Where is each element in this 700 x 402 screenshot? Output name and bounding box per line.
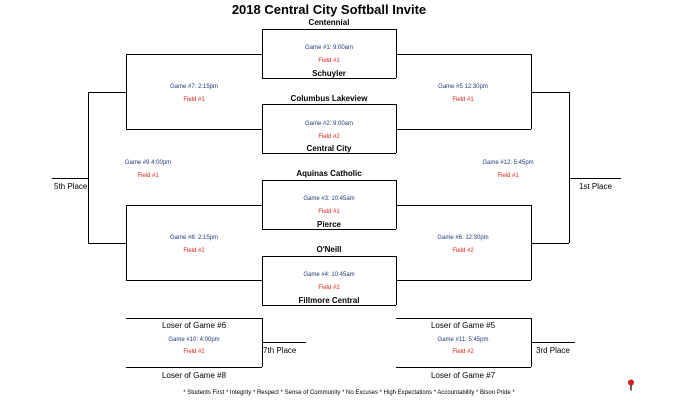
game-7-connector [126,54,127,129]
third-place-label: 3rd Place [536,346,570,355]
fifth-place-line [52,178,88,179]
game-9-connector [88,92,89,243]
game-12-field: Field #1 [497,173,519,179]
game-8-top-line [126,205,262,206]
game-3-left-line [262,180,263,229]
game-2-field: Field #2 [318,134,340,140]
game-12-top-line [531,92,569,93]
motto-footer: * Students First * Integrity * Respect * Sense of Community * No Excuses * High Expectations * Accountability * Bison Pride * [183,390,515,396]
loser-game-7: Loser of Game #7 [430,371,496,380]
first-place-line [569,178,621,179]
team-columbus-lakeview: Columbus Lakeview [290,94,368,103]
game-2-left-line [262,104,263,153]
game-7-bottom-line [126,129,262,130]
page-title: 2018 Central City Softball Invite [231,2,427,17]
team-schuyler: Schuyler [312,69,346,78]
game-5-bottom-line [396,129,531,130]
game-9-label: Game #9 4:00pm [124,160,172,166]
game-12-connector [569,92,570,243]
red-pin-icon [627,378,635,396]
game-4-bottom-line [262,305,396,306]
game-11-label: Game #11: 5:45pm [437,337,489,343]
loser-game-5: Loser of Game #5 [430,321,496,330]
game-5-top-line [396,54,531,55]
game-1-top-line [262,29,396,30]
team-oneill: O'Neill [316,245,342,254]
seventh-place-label: 7th Place [263,346,297,355]
game-10-top-line [126,318,262,319]
game-12-bottom-line [531,243,569,244]
loser-game-6: Loser of Game #6 [161,321,227,330]
game-3-label: Game #3: 10:45am [303,196,355,202]
game-9-bottom-line [88,243,126,244]
first-place-label: 1st Place [579,182,612,191]
game-8-field: Field #2 [183,248,205,254]
game-5-field: Field #1 [452,97,474,103]
game-4-left-line [262,256,263,305]
game-10-bottom-line [126,367,262,368]
game-8-bottom-line [126,280,262,281]
game-11-top-line [396,318,531,319]
third-place-line [531,342,575,343]
game-6-top-line [396,205,531,206]
game-5-label: Game #5 12:30pm [438,84,488,90]
game-10-field: Field #2 [183,349,205,355]
game-3-top-line [262,180,396,181]
game-1-label: Game #1: 9:00am [304,45,354,51]
team-fillmore-central: Fillmore Central [298,296,360,305]
game-4-top-line [262,256,396,257]
game-6-field: Field #2 [452,248,474,254]
game-11-field: Field #2 [452,349,474,355]
game-9-field: Field #1 [137,173,159,179]
game-1-left-line [262,29,263,78]
game-7-field: Field #1 [183,97,205,103]
team-pierce: Pierce [316,220,342,229]
team-central-city: Central City [306,144,352,153]
game-7-label: Game #7: 2:15pm [169,84,219,90]
game-3-bottom-line [262,229,396,230]
loser-game-8: Loser of Game #8 [161,371,227,380]
game-9-top-line [88,92,126,93]
fifth-place-label: 5th Place [54,182,88,191]
game-7-top-line [126,54,262,55]
game-10-label: Game #10: 4:00pm [168,337,220,343]
game-1-field: Field #1 [318,58,340,64]
game-3-field: Field #1 [318,209,340,215]
game-8-connector [126,205,127,280]
game-8-label: Game #8: 2:15pm [169,235,219,241]
game-12-label: Game #12: 5:45pm [482,160,534,166]
game-2-bottom-line [262,153,396,154]
game-2-top-line [262,104,396,105]
team-aquinas-catholic: Aquinas Catholic [296,169,362,178]
game-4-field: Field #2 [318,285,340,291]
game-4-label: Game #4: 10:45am [303,272,355,278]
game-6-bottom-line [396,280,531,281]
team-centennial: Centennial [308,18,350,27]
game-1-bottom-line [262,78,396,79]
game-11-bottom-line [396,367,531,368]
game-6-label: Game #6: 12:30pm [437,235,489,241]
seventh-place-line [262,342,306,343]
game-2-label: Game #2: 9:00am [304,121,354,127]
